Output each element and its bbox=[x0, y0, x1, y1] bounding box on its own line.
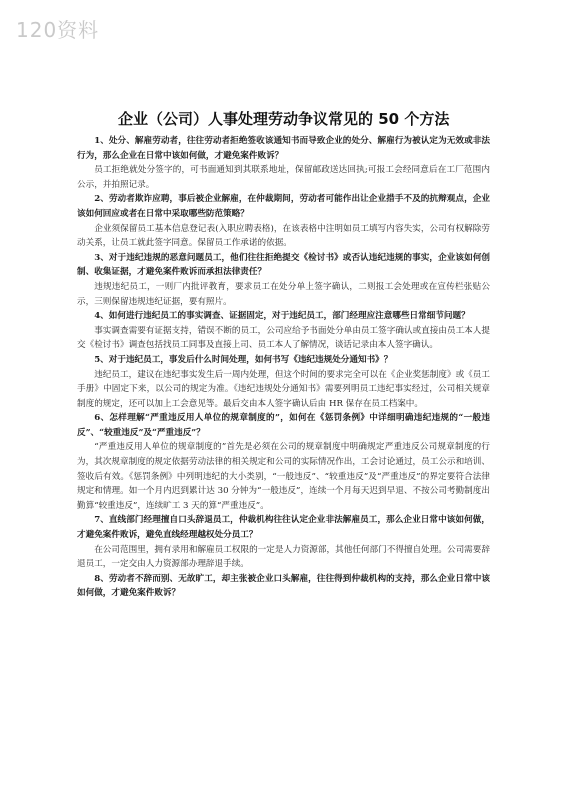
question-paragraph: 3、对于违纪违规的恶意问题员工，他们往往拒绝提交《检讨书》或否认违纪违规的事实，企业该如何创制、收集证据，才避免案件败诉而承担法律责任？ bbox=[77, 252, 490, 278]
answer-paragraph: 事实调查需要有证据支持，错误不断的员工，公司应给予书面处分单由员工签字确认或直接由员工本人提交《检讨书》调查包括找员工同事及直接上司、员工本人了解情况，谈话记录由本人签字确认。 bbox=[77, 325, 490, 351]
question-paragraph: 5、对于违纪员工，事发后什么时间处理，如何书写《违纪违规处分通知书》？ bbox=[94, 354, 393, 365]
question-paragraph: 6、怎样理解“严重违反用人单位的规章制度的”，如何在《惩罚条例》中详细明确违纪违规的“一般违反”、“较重违反”及“严重违反”？ bbox=[77, 413, 490, 438]
question-paragraph: 1、处分、解雇劳动者，往往劳动者拒绝签收该通知书而导致企业的处分、解雇行为被认定为无效或非法行为，那么企业在日常中该如何做，才避免案件败诉？ bbox=[77, 136, 490, 161]
document-title: 企业（公司）人事处理劳动争议常见的 50 个方法 bbox=[118, 110, 450, 128]
answer-paragraph: 在公司范围里，拥有录用和解雇员工权限的一定是人力资源部，其他任何部门不得擅自处理。公司需要辞退员工，一定交由人力资源部办理辞退手续。 bbox=[77, 544, 490, 570]
document-body bbox=[77, 134, 490, 601]
answer-paragraph: “严重违反用人单位的规章制度的”首先是必须在公司的规章制度中明确规定严重违反公司规章制度的行为，其次规章制度的规定依据劳动法律的相关规定和公司的实际情况作出，工会讨论通过，员工公示和培训、签收后有效。《惩罚条例》中列明违纪的大小类别，“一般违反”、“较重违反”及“严重违反”的界定要符合法律规定和情理。如一个月内迟到累计达 30 分钟为“一般违反”，连续一个月每天迟到早退、不按公司考勤制度出勤算“较重违反”，连续旷工 3 天的算“严重违反”。 bbox=[77, 442, 490, 511]
answer-paragraph: 企业须保留员工基本信息登记表(入职应聘表格)，在该表格中注明如员工填写内容失实，公司有权解除劳动关系，让员工就此签字同意。保留员工作承诺的依据。 bbox=[77, 223, 490, 249]
answer-paragraph: 违纪员工，建议在违纪事实发生后一周内处理，但这个时间的要求完全可以在《企业奖惩制度》或《员工手册》中固定下来，以公司的规定为准。《违纪违规处分通知书》需要列明员工违纪事实经过，公司相关规章制度的规定，还可以加上工会意见等。最后交由本人签字确认后由 HR 保存在员工档案中。 bbox=[77, 369, 490, 409]
answer-paragraph: 员工拒绝就处分签字的，可书面通知到其联系地址，保留邮政送达回执;可报工会经同意后在工厂范围内公示，并拍照记录。 bbox=[77, 165, 490, 190]
question-paragraph: 4、如何进行违纪员工的事实调查、证据固定，对于违纪员工，部门经理应注意哪些日常细节问题？ bbox=[94, 311, 470, 322]
watermark: 120资料 bbox=[16, 18, 100, 42]
question-paragraph: 8、劳动者不辞而别、无故旷工，却主张被企业口头解雇，往往得到仲裁机构的支持，那么企业日常中该如何做，才避免案件败诉？ bbox=[77, 573, 490, 599]
answer-paragraph: 违规违纪员工，一则厂内批评教育，要求员工在处分单上签字确认，二则报工会处理或在宣传栏张贴公示，三则保留违规违纪证据，要有照片。 bbox=[77, 281, 490, 307]
question-paragraph: 2、劳动者欺诈应聘，事后被企业解雇，在仲裁期间，劳动者可能作出让企业措手不及的抗辩观点，企业该如何回应或者在日常中采取哪些防范策略？ bbox=[77, 194, 490, 219]
question-paragraph: 7、直线部门经理擅自口头辞退员工，仲裁机构往往认定企业非法解雇员工，那么企业日常中该如何做，才避免案件败诉，避免直线经理越权处分员工？ bbox=[77, 515, 490, 541]
